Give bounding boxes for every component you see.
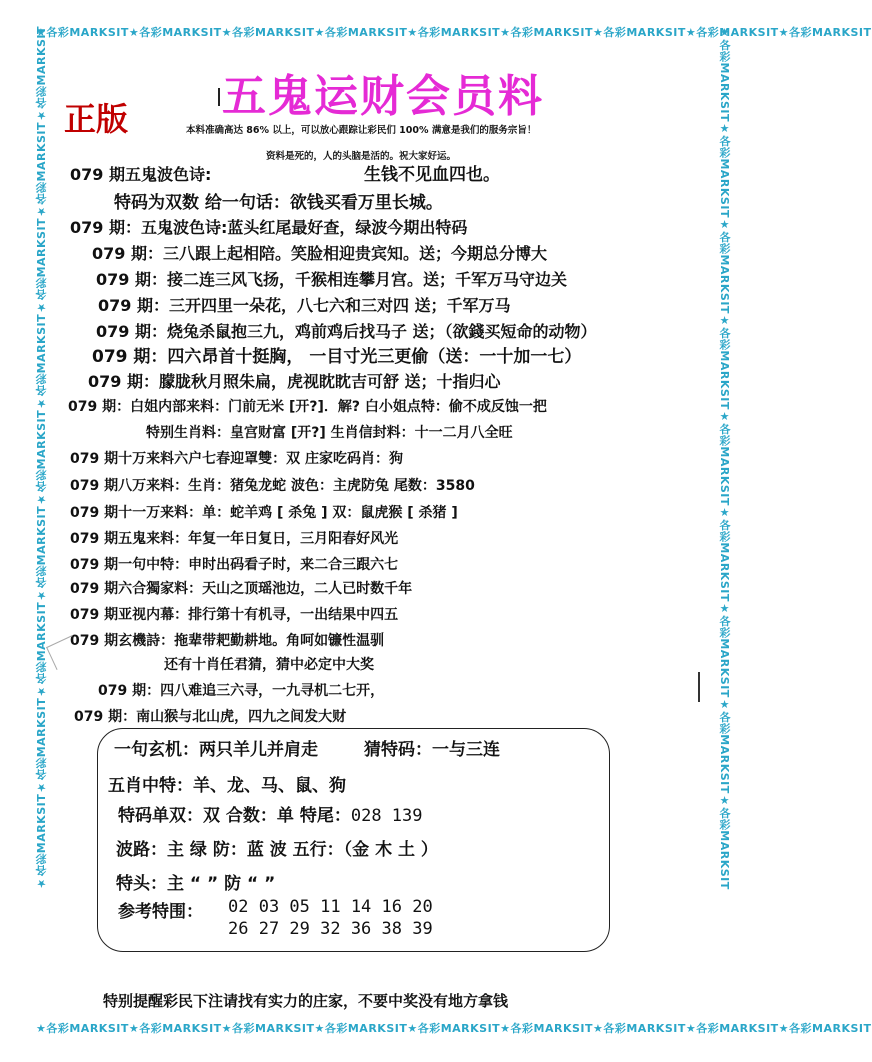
line-18: 079 期亚视内幕：排行第十有机寻，一出结果中四五 (70, 607, 399, 623)
box-row-head: 特头：主 “ ” 防 “ ” (116, 874, 276, 894)
border-text-bottom: ★各彩MARKSIT★各彩MARKSIT★各彩MARKSIT★各彩MARKSIT★各彩MARKSIT★各彩MARKSIT★各彩MARKSIT★各彩MARKSIT★各彩MARKSIT (36, 1022, 872, 1035)
box-row-five-zodiac: 五肖中特：羊、龙、马、鼠、狗 (108, 776, 346, 796)
line-15: 079 期五鬼来料：年复一年日复日，三月阳春好风光 (70, 531, 399, 547)
subtitle-accuracy: 本料准确高达 86% 以上，可以放心跟踪让彩民们 100% 满意是我们的服务宗旨！ (186, 125, 537, 136)
summary-box (97, 728, 610, 952)
subtitle-luck: 资料是死的，人的头脑是活的。祝大家好运。 (266, 151, 457, 162)
tail-value: 028 139 (350, 806, 423, 826)
line-19: 079 期玄機詩：拖辈带耙勤耕地。角呵如镰性温驯 (70, 633, 385, 649)
line-10: 079 期：白姐内部来料：门前无米 [开?]．解? 白小姐点特：偷不成反蚀一把 (68, 399, 547, 415)
footer-reminder: 特别提醒彩民下注请找有实力的庄家，不要中奖没有地方拿钱 (103, 992, 509, 1010)
box-row-ref-label: 参考特围： (118, 902, 203, 922)
line-12: 079 期十万来料六户七春迎罩雙：双 庄家吃码肖：狗 (70, 451, 403, 467)
line-14: 079 期十一万来料：单：蛇羊鸡 [ 杀兔 ] 双：鼠虎猴 [ 杀猪 ] (70, 505, 458, 521)
border-text-right: ★各彩MARKSIT★各彩MARKSIT★各彩MARKSIT★各彩MARKSIT★各彩MARKSIT★各彩MARKSIT★各彩MARKSIT★各彩MARKSIT★各彩MARKSIT (718, 26, 731, 890)
line-22: 079 期：南山猴与北山虎，四九之间发大财 (74, 709, 347, 725)
border-left (34, 26, 50, 1026)
border-top (36, 24, 872, 40)
genuine-badge: 正版 (64, 100, 129, 138)
line-9: 079 期：朦胧秋月照朱扁，虎视眈眈吉可舒 送；十指归心 (88, 372, 501, 391)
line-11: 特别生肖料：皇宫财富 [开?] 生肖信封料：十一二月八全旺 (146, 425, 513, 441)
line-1: 079 期五鬼波色诗: (70, 165, 212, 184)
line-4: 079 期：三八跟上起相陪。笑脸相迎贵宾知。送；今期总分博大 (92, 244, 547, 263)
line-2: 特码为双数 给一句话：欲钱买看万里长城。 (114, 193, 443, 213)
box-row-odd-even: 特码单双：双 合数：单 特尾：028 139 (118, 806, 423, 826)
box-row-ref-nums1: 02 03 05 11 14 16 20 (228, 897, 433, 917)
line-13: 079 期八万来料：生肖：猪兔龙蛇 波色：主虎防兔 尾数：3580 (70, 478, 475, 494)
box-row-ref-nums2: 26 27 29 32 36 38 39 (228, 919, 433, 939)
line-8: 079 期：四六昂首十挺胸， 一目寸光三更偷（送：一十加一七） (92, 347, 582, 367)
line-20: 还有十肖任君猜，猜中必定中大奖 (164, 657, 374, 673)
line-21: 079 期：四八难追三六寻，一九寻机二七开， (98, 683, 385, 699)
line-17: 079 期六合獨家料：天山之顶瑶池边，二人已时数千年 (70, 581, 413, 597)
border-bottom (36, 1020, 872, 1036)
line-6: 079 期：三开四里一朵花，八七六和三对四 送；千军万马 (98, 296, 511, 315)
line-1-extra: 生钱不见血四也。 (364, 165, 500, 185)
box-row-hint: 一句玄机：两只羊儿并肩走 (114, 740, 318, 760)
title-cursor-bar (218, 88, 220, 106)
border-text-top: ★各彩MARKSIT★各彩MARKSIT★各彩MARKSIT★各彩MARKSIT★各彩MARKSIT★各彩MARKSIT★各彩MARKSIT★各彩MARKSIT★各彩MARKSIT (36, 26, 872, 39)
page-title: 五鬼运财会员料 (222, 71, 544, 122)
border-text-left: ★各彩MARKSIT★各彩MARKSIT★各彩MARKSIT★各彩MARKSIT★各彩MARKSIT★各彩MARKSIT★各彩MARKSIT★各彩MARKSIT★各彩MARKSIT (35, 26, 48, 890)
box-row-wave: 波路：主 绿 防：蓝 波 五行：（金 木 土 ） (116, 840, 438, 860)
margin-mark (698, 672, 714, 702)
line-3: 079 期：五鬼波色诗:蓝头红尾最好查，绿波今期出特码 (70, 218, 468, 237)
box-row-guess: 猜特码：一与三连 (364, 740, 500, 760)
line-7: 079 期：烧兔杀鼠抱三九，鸡前鸡后找马子 送；（欲錢买短命的动物） (96, 322, 597, 341)
line-16: 079 期一句中特：申时出码看子时，来二合三跟六七 (70, 557, 399, 573)
border-right (716, 26, 732, 1026)
line-5: 079 期：接二连三风飞扬，千猴相连攀月宫。送；千军万马守边关 (96, 270, 567, 289)
